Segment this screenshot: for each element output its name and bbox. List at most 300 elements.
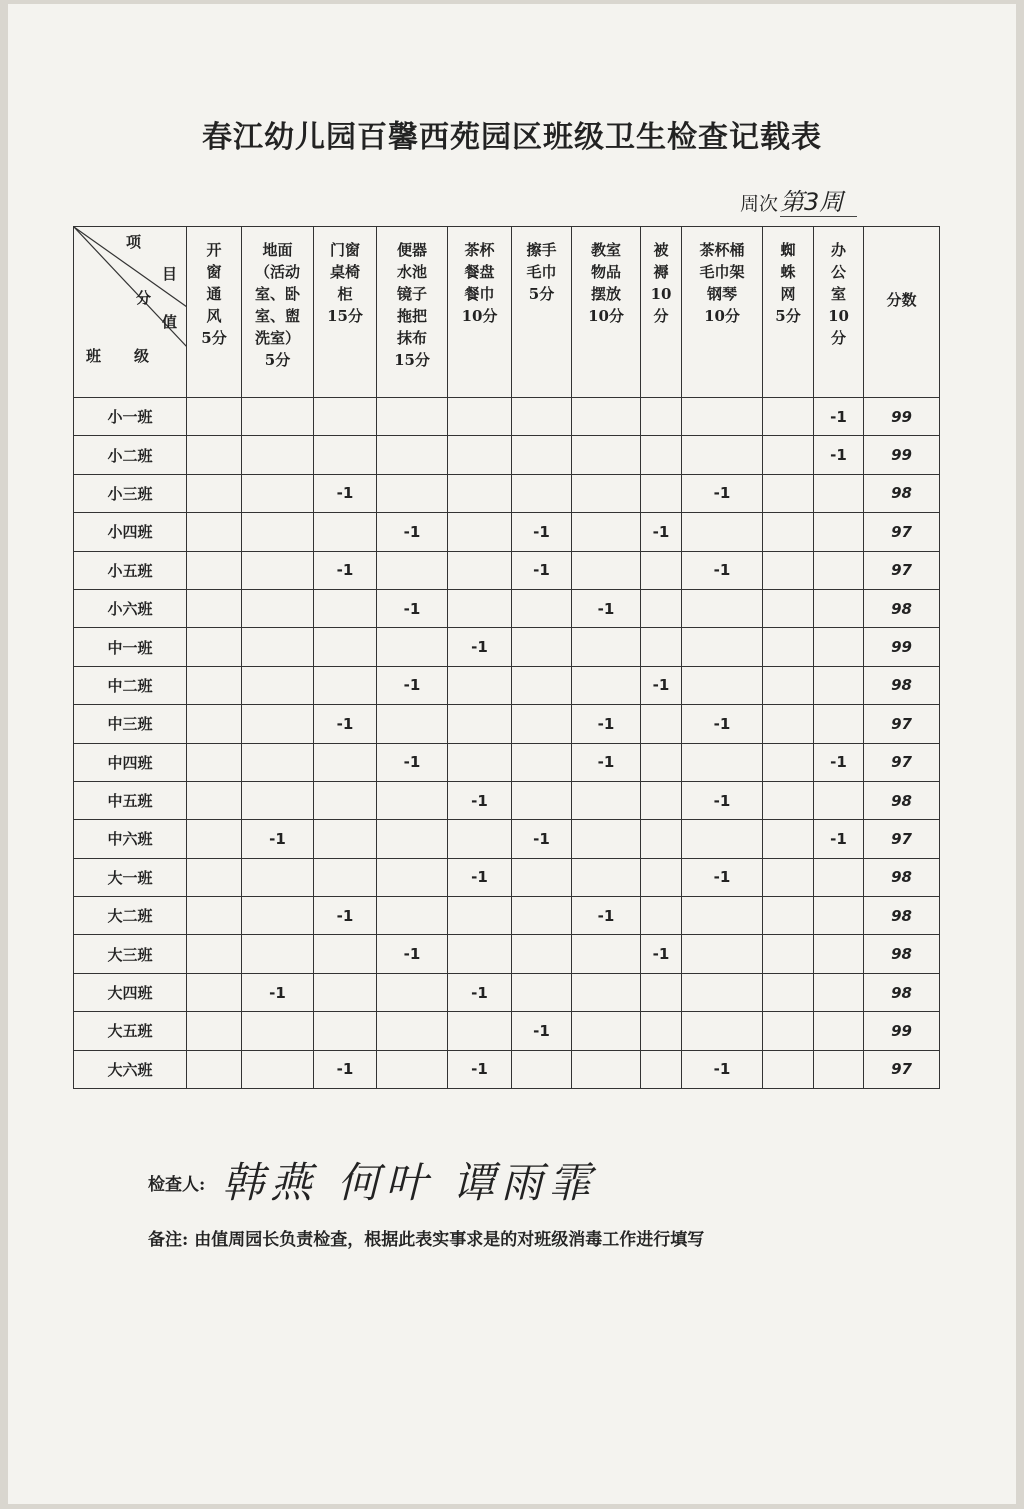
- deduction-cell: -1: [377, 666, 448, 704]
- week-label: 周次: [740, 193, 779, 215]
- deduction-cell: [572, 666, 641, 704]
- deduction-cell: [448, 1012, 512, 1050]
- deduction-cell: -1: [314, 474, 377, 512]
- deduction-cell: [814, 474, 864, 512]
- deduction-cell: [572, 1012, 641, 1050]
- class-name: 大六班: [74, 1050, 187, 1088]
- deduction-cell: [641, 436, 682, 474]
- deduction-cell: -1: [814, 398, 864, 436]
- table-row: [74, 513, 940, 551]
- deduction-cell: [682, 589, 763, 627]
- header-line: 桌椅: [329, 263, 360, 281]
- header-line: 柜: [337, 285, 353, 303]
- deduction-cell: [448, 666, 512, 704]
- header-row: [74, 227, 940, 398]
- deduction-cell: [187, 1050, 242, 1088]
- deduction-cell: [763, 589, 814, 627]
- class-name: 小五班: [74, 551, 187, 589]
- deduction-cell: [314, 973, 377, 1011]
- deduction-cell: [682, 897, 763, 935]
- deduction-cell: [512, 398, 572, 436]
- deduction-cell: [187, 551, 242, 589]
- score-cell: 98: [864, 589, 940, 627]
- deduction-cell: [187, 973, 242, 1011]
- week-field: [740, 182, 857, 217]
- deduction-cell: -1: [814, 820, 864, 858]
- deduction-cell: [682, 973, 763, 1011]
- header-line: 擦手: [526, 241, 557, 259]
- deduction-cell: -1: [572, 897, 641, 935]
- class-name: 小一班: [74, 398, 187, 436]
- deduction-cell: [242, 436, 314, 474]
- deduction-cell: [512, 589, 572, 627]
- deduction-cell: [448, 897, 512, 935]
- deduction-cell: [641, 858, 682, 896]
- deduction-cell: [763, 474, 814, 512]
- deduction-cell: [377, 973, 448, 1011]
- table-row: [74, 666, 940, 704]
- header-line: 5分: [201, 329, 227, 347]
- deduction-cell: [377, 628, 448, 666]
- deduction-cell: [187, 705, 242, 743]
- class-name: 中三班: [74, 705, 187, 743]
- header-line: 开: [206, 241, 222, 259]
- deduction-cell: [314, 743, 377, 781]
- deduction-cell: [314, 436, 377, 474]
- header-cups-plates: [448, 227, 512, 398]
- deduction-cell: [448, 820, 512, 858]
- table-row: [74, 398, 940, 436]
- deduction-cell: [641, 1012, 682, 1050]
- deduction-cell: -1: [641, 666, 682, 704]
- deduction-cell: [242, 705, 314, 743]
- header-score: [864, 227, 940, 398]
- deduction-cell: [682, 436, 763, 474]
- deduction-cell: -1: [448, 1050, 512, 1088]
- deduction-cell: [682, 628, 763, 666]
- header-line: 15分: [394, 351, 430, 369]
- deduction-cell: [314, 628, 377, 666]
- deduction-cell: [314, 398, 377, 436]
- deduction-cell: [814, 551, 864, 589]
- deduction-cell: [682, 935, 763, 973]
- deduction-cell: [572, 436, 641, 474]
- deduction-cell: [187, 666, 242, 704]
- deduction-cell: -1: [448, 973, 512, 1011]
- deduction-cell: -1: [448, 628, 512, 666]
- header-line: 物品: [590, 263, 621, 281]
- deduction-cell: [763, 973, 814, 1011]
- deduction-cell: -1: [377, 589, 448, 627]
- header-cobwebs: [763, 227, 814, 398]
- deduction-cell: [512, 781, 572, 819]
- header-classroom-items: [572, 227, 641, 398]
- score-cell: 99: [864, 1012, 940, 1050]
- table-row: [74, 628, 940, 666]
- deduction-cell: [814, 897, 864, 935]
- score-cell: 99: [864, 436, 940, 474]
- deduction-cell: -1: [377, 513, 448, 551]
- deduction-cell: [512, 935, 572, 973]
- deduction-cell: -1: [572, 743, 641, 781]
- corner-label-zhi: 值: [162, 313, 178, 331]
- class-name: 大一班: [74, 858, 187, 896]
- class-name: 中六班: [74, 820, 187, 858]
- inspector-signatures: 韩燕 何叶 谭雨霏: [222, 1158, 597, 1207]
- deduction-cell: [763, 1050, 814, 1088]
- header-line: 5分: [264, 351, 291, 369]
- deduction-cell: -1: [682, 474, 763, 512]
- table-row: [74, 820, 940, 858]
- class-name: 中四班: [74, 743, 187, 781]
- header-line: 5分: [528, 285, 555, 303]
- deduction-cell: [187, 589, 242, 627]
- deduction-cell: [763, 820, 814, 858]
- deduction-cell: [377, 897, 448, 935]
- deduction-cell: [448, 513, 512, 551]
- deduction-cell: [763, 666, 814, 704]
- deduction-cell: [377, 781, 448, 819]
- deduction-cell: [682, 513, 763, 551]
- deduction-cell: [641, 897, 682, 935]
- header-line: 风: [206, 307, 222, 325]
- header-line: 地面: [262, 241, 293, 259]
- deduction-cell: [187, 513, 242, 551]
- table-row: [74, 589, 940, 627]
- deduction-cell: [763, 858, 814, 896]
- deduction-cell: [682, 666, 763, 704]
- deduction-cell: [641, 589, 682, 627]
- class-name: 小四班: [74, 513, 187, 551]
- deduction-cell: [448, 743, 512, 781]
- score-cell: 98: [864, 935, 940, 973]
- deduction-cell: [814, 666, 864, 704]
- header-line: 茶杯: [464, 241, 495, 259]
- deduction-cell: [512, 858, 572, 896]
- deduction-cell: [448, 398, 512, 436]
- deduction-cell: [448, 935, 512, 973]
- deduction-cell: -1: [682, 781, 763, 819]
- header-line: 通: [206, 285, 222, 303]
- header-line: 网: [780, 285, 796, 303]
- deduction-cell: -1: [682, 1050, 763, 1088]
- score-cell: 97: [864, 743, 940, 781]
- deduction-cell: [314, 513, 377, 551]
- header-line: 10分: [704, 307, 740, 325]
- header-line: 10: [650, 285, 672, 303]
- table-row: [74, 935, 940, 973]
- deduction-cell: -1: [572, 589, 641, 627]
- deduction-cell: [187, 398, 242, 436]
- table-row: [74, 973, 940, 1011]
- deduction-cell: [572, 513, 641, 551]
- deduction-cell: [682, 820, 763, 858]
- deduction-cell: [187, 743, 242, 781]
- table-row: [74, 897, 940, 935]
- header-hand-towels: [512, 227, 572, 398]
- header-line: 摆放: [590, 285, 621, 303]
- class-name: 小三班: [74, 474, 187, 512]
- deduction-cell: [814, 858, 864, 896]
- deduction-cell: [682, 1012, 763, 1050]
- score-cell: 97: [864, 513, 940, 551]
- deduction-cell: [448, 436, 512, 474]
- deduction-cell: [641, 398, 682, 436]
- deduction-cell: [682, 398, 763, 436]
- deduction-cell: [641, 705, 682, 743]
- table-row: [74, 1050, 940, 1088]
- header-line: 被: [653, 241, 669, 259]
- header-line: 分: [830, 329, 846, 347]
- deduction-cell: [242, 897, 314, 935]
- deduction-cell: [242, 1012, 314, 1050]
- deduction-cell: [763, 705, 814, 743]
- deduction-cell: [242, 551, 314, 589]
- deduction-cell: -1: [314, 551, 377, 589]
- table-row: [74, 1012, 940, 1050]
- score-cell: 97: [864, 551, 940, 589]
- corner-label-ji: 级: [134, 347, 150, 365]
- header-toilets: [377, 227, 448, 398]
- deduction-cell: [641, 628, 682, 666]
- header-line: 室: [830, 285, 846, 303]
- deduction-cell: [763, 398, 814, 436]
- deduction-cell: -1: [641, 935, 682, 973]
- deduction-cell: -1: [448, 781, 512, 819]
- deduction-cell: [572, 1050, 641, 1088]
- header-line: 窗: [206, 263, 222, 281]
- score-cell: 98: [864, 858, 940, 896]
- deduction-cell: -1: [814, 436, 864, 474]
- deduction-cell: [448, 551, 512, 589]
- header-line: 10分: [588, 307, 624, 325]
- header-line: 抹布: [396, 329, 427, 347]
- deduction-cell: [512, 743, 572, 781]
- score-cell: 99: [864, 628, 940, 666]
- class-name: 大四班: [74, 973, 187, 1011]
- deduction-cell: [377, 1012, 448, 1050]
- header-bedding: [641, 227, 682, 398]
- header-line: 分: [653, 307, 669, 325]
- table-row: [74, 551, 940, 589]
- table-row: [74, 436, 940, 474]
- class-name: 中二班: [74, 666, 187, 704]
- header-line: 门窗: [329, 241, 360, 259]
- class-name: 大二班: [74, 897, 187, 935]
- deduction-cell: [763, 743, 814, 781]
- header-line: 教室: [590, 241, 621, 259]
- deduction-cell: [377, 436, 448, 474]
- deduction-cell: [814, 513, 864, 551]
- deduction-cell: [814, 589, 864, 627]
- table-row: [74, 474, 940, 512]
- deduction-cell: [641, 820, 682, 858]
- deduction-cell: [187, 858, 242, 896]
- deduction-cell: [187, 436, 242, 474]
- deduction-cell: [377, 705, 448, 743]
- header-line: 茶杯桶: [699, 241, 745, 259]
- deduction-cell: -1: [314, 1050, 377, 1088]
- header-line: 拖把: [396, 307, 427, 325]
- deduction-cell: [763, 551, 814, 589]
- score-cell: 97: [864, 820, 940, 858]
- deduction-cell: [377, 551, 448, 589]
- header-cup-bucket-piano: [682, 227, 763, 398]
- class-name: 中五班: [74, 781, 187, 819]
- table-row: [74, 743, 940, 781]
- score-cell: 98: [864, 781, 940, 819]
- score-cell: 97: [864, 1050, 940, 1088]
- score-cell: 99: [864, 398, 940, 436]
- deduction-cell: [314, 589, 377, 627]
- class-name: 小二班: [74, 436, 187, 474]
- deduction-cell: -1: [512, 551, 572, 589]
- table-row: [74, 858, 940, 896]
- deduction-cell: [377, 858, 448, 896]
- deduction-cell: -1: [377, 743, 448, 781]
- corner-label-xiang: 项: [126, 233, 142, 251]
- corner-label-mu: 目: [162, 265, 178, 283]
- deduction-cell: -1: [512, 513, 572, 551]
- deduction-cell: [641, 781, 682, 819]
- header-line: 室、盥: [254, 307, 300, 325]
- deduction-cell: [314, 666, 377, 704]
- deduction-cell: [763, 628, 814, 666]
- deduction-cell: [512, 973, 572, 1011]
- header-line: （活动: [254, 263, 300, 281]
- header-line: 餐巾: [464, 285, 495, 303]
- deduction-cell: [377, 820, 448, 858]
- deduction-cell: -1: [641, 513, 682, 551]
- deduction-cell: [377, 398, 448, 436]
- deduction-cell: [572, 628, 641, 666]
- header-line: 10分: [461, 307, 498, 325]
- deduction-cell: [572, 474, 641, 512]
- header-line: 水池: [396, 263, 427, 281]
- deduction-cell: [187, 820, 242, 858]
- class-name: 小六班: [74, 589, 187, 627]
- deduction-cell: [314, 935, 377, 973]
- note-text: 备注: 由值周园长负责检查，根据此表实事求是的对班级消毒工作进行填写: [148, 1230, 705, 1250]
- deduction-cell: [242, 666, 314, 704]
- score-cell: 98: [864, 474, 940, 512]
- deduction-cell: [242, 474, 314, 512]
- class-name: 大三班: [74, 935, 187, 973]
- deduction-cell: [572, 858, 641, 896]
- deduction-cell: [572, 551, 641, 589]
- table-body: [74, 398, 940, 1089]
- class-name: 大五班: [74, 1012, 187, 1050]
- deduction-cell: -1: [314, 897, 377, 935]
- deduction-cell: [314, 820, 377, 858]
- deduction-cell: [242, 935, 314, 973]
- deduction-cell: [572, 781, 641, 819]
- deduction-cell: [641, 743, 682, 781]
- deduction-cell: [512, 705, 572, 743]
- header-line: 毛巾架: [699, 263, 745, 281]
- deduction-cell: [763, 897, 814, 935]
- header-line: 分数: [886, 291, 917, 309]
- header-line: 褥: [653, 263, 669, 281]
- deduction-cell: [641, 551, 682, 589]
- deduction-cell: [187, 1012, 242, 1050]
- deduction-cell: -1: [572, 705, 641, 743]
- deduction-cell: [763, 935, 814, 973]
- deduction-cell: -1: [512, 1012, 572, 1050]
- deduction-cell: [814, 628, 864, 666]
- table-row: [74, 781, 940, 819]
- deduction-cell: [377, 1050, 448, 1088]
- deduction-cell: [242, 398, 314, 436]
- deduction-cell: [814, 781, 864, 819]
- deduction-cell: [314, 858, 377, 896]
- deduction-cell: -1: [242, 820, 314, 858]
- deduction-cell: [512, 474, 572, 512]
- deduction-cell: [814, 1050, 864, 1088]
- deduction-cell: [641, 1050, 682, 1088]
- deduction-cell: [763, 436, 814, 474]
- deduction-cell: -1: [682, 858, 763, 896]
- header-line: 毛巾: [526, 263, 557, 281]
- week-value: 第3周: [780, 188, 857, 217]
- header-line: 5分: [775, 307, 801, 325]
- deduction-cell: [242, 1050, 314, 1088]
- score-cell: 98: [864, 973, 940, 1011]
- deduction-cell: [682, 743, 763, 781]
- corner-label-ban: 班: [86, 347, 102, 365]
- header-line: 10: [828, 307, 849, 325]
- page-title: 春江幼儿园百馨西苑园区班级卫生检查记载表: [202, 120, 822, 155]
- class-name: 中一班: [74, 628, 187, 666]
- deduction-cell: [512, 628, 572, 666]
- deduction-cell: [242, 589, 314, 627]
- deduction-cell: [763, 513, 814, 551]
- score-cell: 98: [864, 666, 940, 704]
- deduction-cell: [814, 973, 864, 1011]
- deduction-cell: [814, 1012, 864, 1050]
- deduction-cell: [187, 935, 242, 973]
- deduction-cell: [763, 1012, 814, 1050]
- header-line: 钢琴: [706, 285, 737, 303]
- deduction-cell: [242, 781, 314, 819]
- deduction-cell: [242, 743, 314, 781]
- inspection-table: [73, 226, 940, 1089]
- header-line: 15分: [327, 307, 363, 325]
- deduction-cell: [242, 628, 314, 666]
- header-line: 蛛: [780, 263, 796, 281]
- header-line: 便器: [396, 241, 427, 259]
- deduction-cell: [572, 820, 641, 858]
- score-cell: 98: [864, 897, 940, 935]
- deduction-cell: [448, 474, 512, 512]
- deduction-cell: [763, 781, 814, 819]
- deduction-cell: [641, 973, 682, 1011]
- deduction-cell: [572, 935, 641, 973]
- corner-label-fen: 分: [136, 289, 152, 307]
- deduction-cell: [572, 973, 641, 1011]
- deduction-cell: -1: [682, 705, 763, 743]
- deduction-cell: -1: [314, 705, 377, 743]
- header-line: 餐盘: [464, 263, 495, 281]
- header-line: 室、卧: [254, 285, 300, 303]
- header-line: 洗室）: [254, 329, 300, 347]
- deduction-cell: [512, 436, 572, 474]
- deduction-cell: [314, 781, 377, 819]
- deduction-cell: [814, 935, 864, 973]
- deduction-cell: [814, 705, 864, 743]
- table-row: [74, 705, 940, 743]
- deduction-cell: [187, 474, 242, 512]
